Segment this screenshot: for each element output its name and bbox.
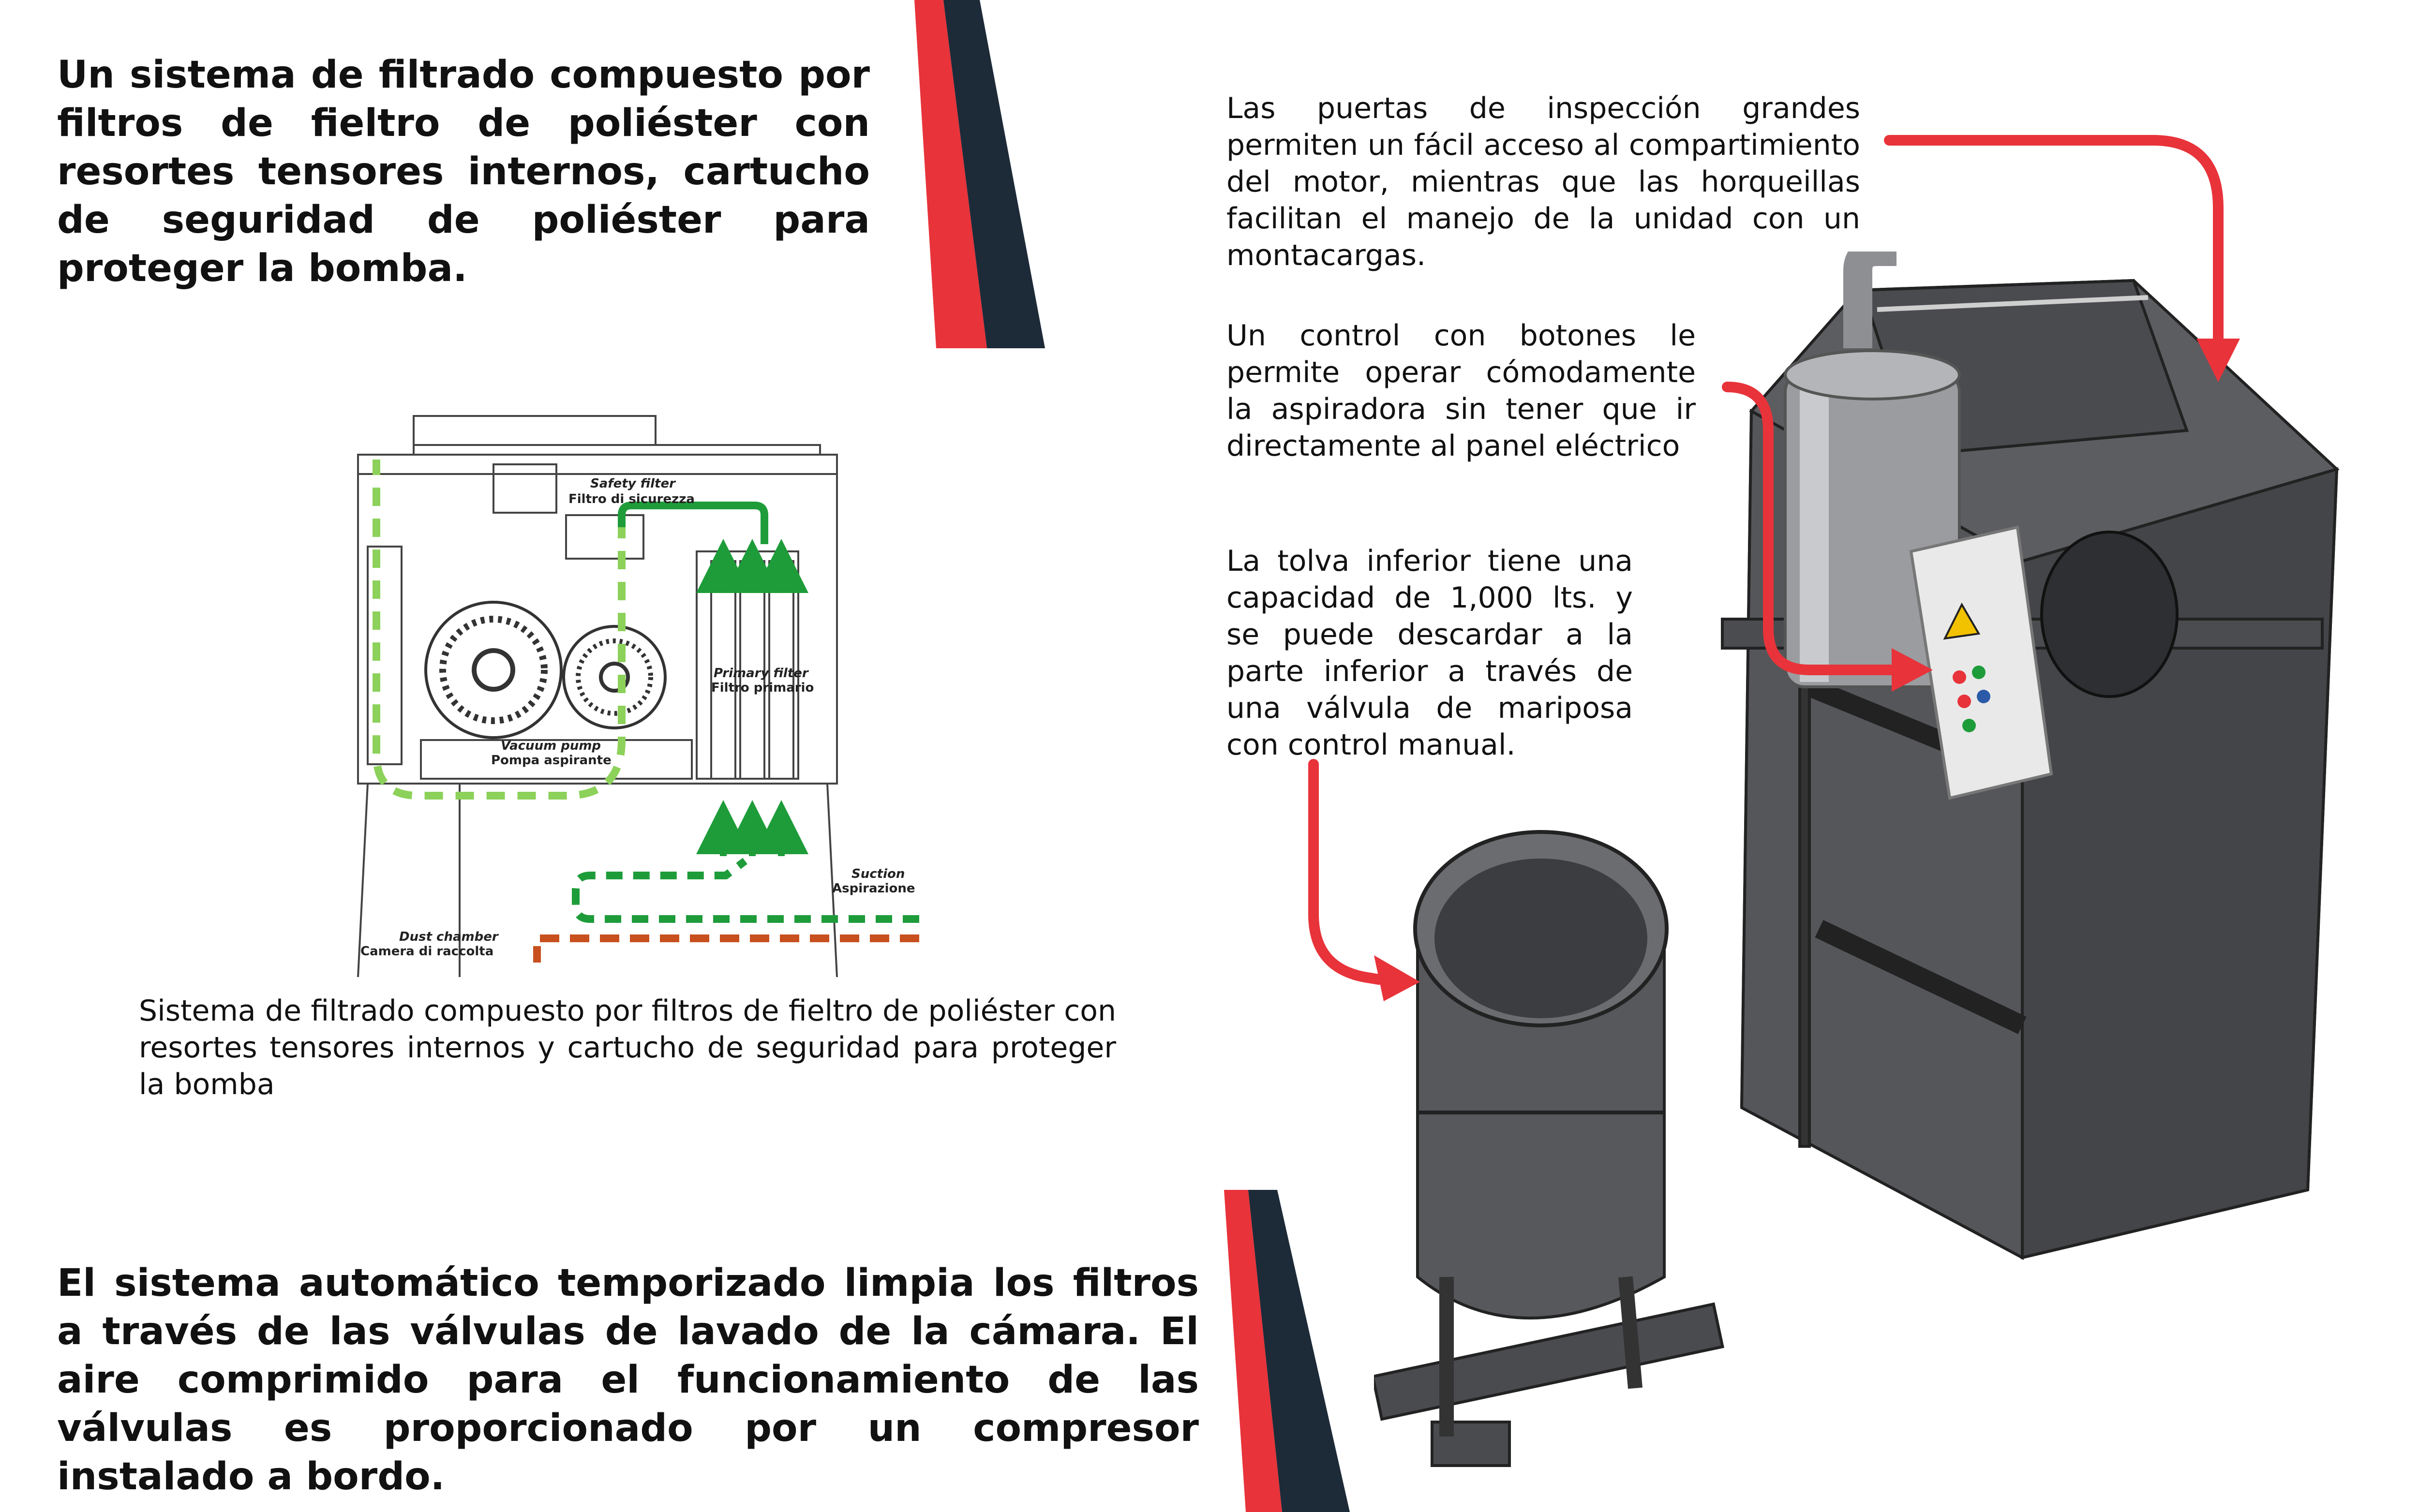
- hopper-callout: La tolva inferior tiene una capacidad de 1,000 lts. y se puede descardar a la parte inferior a través de una válvula de mariposa con control manual.: [1226, 544, 1633, 762]
- diagram-caption: Sistema de filtrado compuesto por filtros de fieltro de poliéster con resortes tensores internos y cartucho de seguridad para proteger la bomba: [139, 994, 1116, 1101]
- vacuum-pump-label-it: Pompa aspirante: [491, 753, 612, 768]
- vacuum-pump-label: Vacuum pump: [501, 739, 601, 753]
- safety-filter-label-it: Filtro di sicurezza: [568, 492, 695, 506]
- dust-chamber-label: Dust chamber: [399, 930, 498, 944]
- arrow-icon: [1892, 648, 1933, 692]
- suction-label: Suction: [851, 867, 905, 881]
- control-callout: Un control con botones le permite operar cómodamente la aspiradora sin tener que ir directamente al panel eléctrico: [1226, 319, 1696, 463]
- arrow-icon: [1374, 955, 1420, 1001]
- dust-chamber-label-it: Camera di raccolta: [360, 944, 494, 959]
- primary-filter-label: Primary filter: [714, 666, 808, 681]
- arrow-icon: [1314, 764, 1379, 979]
- arrow-icon: [1727, 387, 1896, 670]
- intro-paragraph: Un sistema de filtrado compuesto por filtros de fieltro de poliéster con resortes tensores internos, cartucho de seguridad de poliéster para proteger la bomba.: [57, 53, 870, 290]
- cleaning-system-paragraph: El sistema automático temporizado limpia los filtros a través de las válvulas de lavado de la cámara. El aire comprimido para el funcionamiento de las válvulas es proporcionado por un compresor instalado a bordo.: [57, 1261, 1199, 1498]
- doors-callout: Las puertas de inspección grandes permiten un fácil acceso al compartimiento del motor, mientras que las horqueillas facilitan el manejo de la unidad con un montacargas.: [1226, 91, 1860, 272]
- suction-label-it: Aspirazione: [832, 881, 915, 896]
- arrow-icon: [2196, 339, 2240, 382]
- primary-filter-label-it: Filtro primario: [711, 681, 814, 695]
- safety-filter-label: Safety filter: [590, 476, 675, 491]
- arrow-icon: [1889, 140, 2218, 339]
